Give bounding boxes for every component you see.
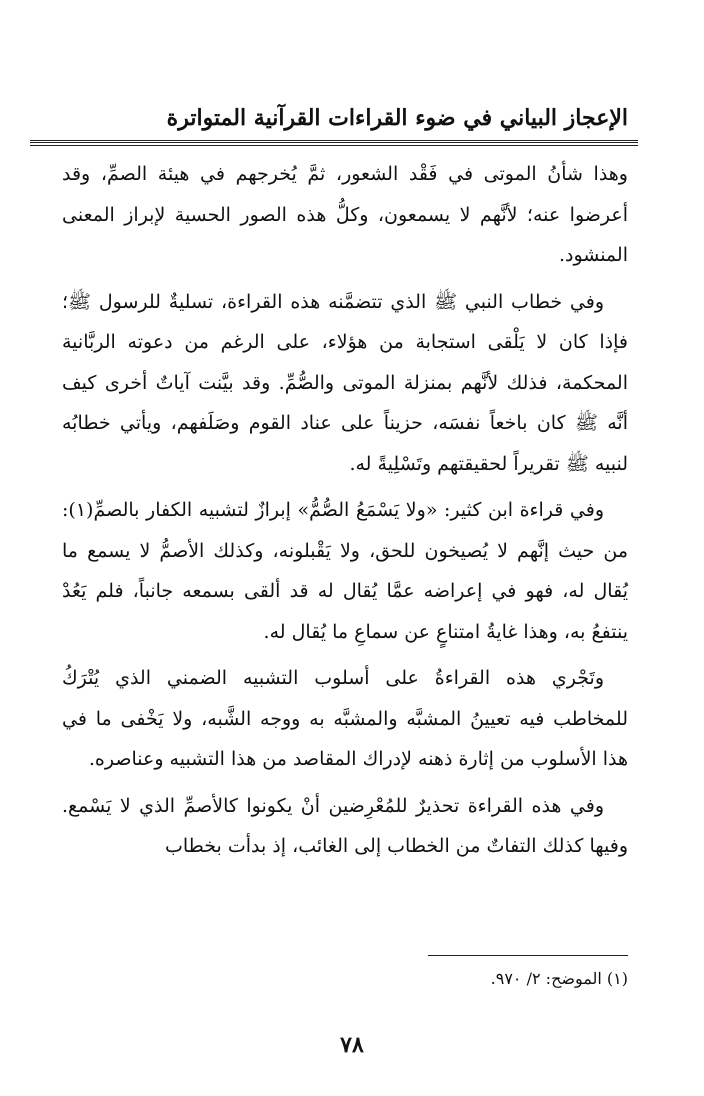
paragraph: وهذا شأنُ الموتى في فَقْد الشعور، ثمَّ يُخرجهم في هيئة الصمِّ، وقد أعرضوا عنه؛ لأنَّهم لا يسمعون، وكلُّ هذه الصور الحسية لإبراز المعنى المنشود.: [62, 163, 628, 266]
page-number: ٧٨: [340, 1032, 364, 1058]
footnote: (١) الموضح: ٢/ ٩٧٠.: [490, 969, 628, 988]
paragraph: وفي خطاب النبي ﷺ الذي تتضمَّنه هذه القراءة، تسليةٌ للرسول ﷺ؛ فإذا كان لا يَلْقى استجابة من هؤلاء، على الرغم من دعوته الربَّانية المحكمة، فذلك لأنَّهم بمنزلة الموتى والصُّمِّ. وقد بيَّنت آياتٌ أخرى كيف أنَّه ﷺ كان باخعاً نفسَه، حزيناً على عناد القوم وصَلَفهم، ويأتي خطابُه لنبيه ﷺ تقريراً لحقيقتهم وتَسْلِيةً له.: [62, 290, 628, 475]
paragraph: وفي قراءة ابن كثير: «ولا يَسْمَعُ الصُّمُّ» إبرازٌ لتشبيه الكفار بالصمِّ(١): من حيث إنَّهم لا يُصيخون للحق، ولا يَقْبلونه، وكذلك الأصمُّ لا يسمع ما يُقال له، فهو في إعراضه عمَّا يُقال له قد ألقى بسمعه جانباً، فلم يَعُدْ ينتفعُ به، وهذا غايةُ امتناعٍ عن سماعِ ما يُقال له.: [62, 499, 628, 643]
header-rule: [30, 140, 638, 146]
running-header: الإعجاز البياني في ضوء القراءات القرآنية المتواترة: [166, 105, 628, 131]
paragraph: وفي هذه القراءة تحذيرٌ للمُعْرِضين أنْ يكونوا كالأصمِّ الذي لا يَسْمع. وفيها كذلك التفاتٌ من الخطاب إلى الغائب، إذ بدأت بخطاب: [62, 794, 628, 857]
body-text: [62, 154, 628, 873]
footnote-rule: [428, 955, 628, 956]
paragraph: وتَجْري هذه القراءةُ على أسلوب التشبيه الضمني الذي يُتْرَكُ للمخاطب فيه تعيينُ المشبَّه والمشبَّه به ووجه الشَّبه، ولا يَخْفى ما في هذا الأسلوب من إثارة ذهنه لإدراك المقاصد من هذا التشبيه وعناصره.: [62, 667, 628, 770]
